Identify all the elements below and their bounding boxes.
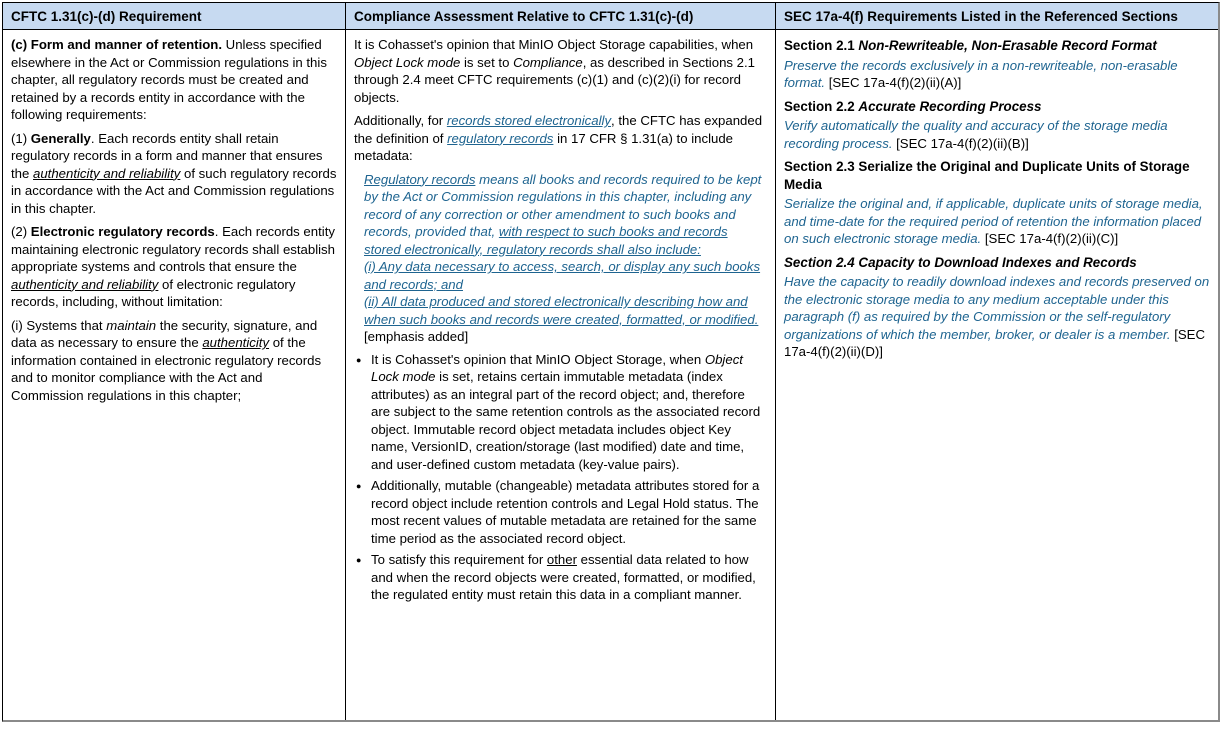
bullet-item xyxy=(354,551,767,604)
text-run: (c) Form and manner of retention. xyxy=(11,37,223,52)
text-run: authenticity xyxy=(202,335,270,350)
paragraph xyxy=(784,117,1210,152)
blockquote xyxy=(364,171,767,346)
text-run: Additionally, mutable (changeable) metadata attributes stored for a record object include retention controls and Legal Hold status. The most recent values of mutable metadata are retained for the same time period as the associated record object. xyxy=(371,478,760,546)
text-run: [emphasis added] xyxy=(364,329,469,344)
text-run: records stored electronically xyxy=(446,113,612,128)
text-run: . Each records entity shall retain regulatory records in a form and manner that ensures the xyxy=(11,130,323,181)
text-run: other xyxy=(546,552,577,567)
paragraph xyxy=(11,130,337,218)
text-run: It is Cohasset's opinion that MinIO Object Storage, when xyxy=(371,351,705,367)
text-run: (i) Any data necessary to access, search, or display any such books and records; and xyxy=(364,259,761,292)
paragraph xyxy=(354,112,767,165)
text-run: in 17 CFR § 1.31(a) to include metadata: xyxy=(354,130,733,163)
text-run: , the CFTC has expanded the definition of xyxy=(354,113,763,146)
bullet-item xyxy=(354,351,767,474)
text-run: of such regulatory records in accordance with the Act and Commission regulations in this chapter. xyxy=(11,165,337,216)
text-run: of electronic regulatory records, including, without limitation: xyxy=(11,276,296,309)
paragraph xyxy=(11,317,337,405)
text-run: It is Cohasset's opinion that MinIO Object Storage capabilities, when xyxy=(354,37,754,52)
bullet-item xyxy=(354,477,767,547)
text-run: Object Lock mode xyxy=(371,351,743,384)
text-run: Section 2.4 Capacity to Download Indexes and Records xyxy=(784,254,1137,270)
section-heading xyxy=(784,158,1210,193)
compliance-table xyxy=(2,2,1220,722)
text-run: Preserve the records exclusively in a non-rewriteable, non-erasable format. xyxy=(784,57,1178,90)
text-run: , as described in Sections 2.1 through 2.4 meet CFTC requirements (c)(1) and (c)(2)(i) for record objects. xyxy=(354,54,755,105)
text-run: (1) xyxy=(11,130,31,146)
header-cftc-requirement: CFTC 1.31(c)-(d) Requirement xyxy=(3,3,346,30)
text-run: Object Lock mode xyxy=(354,54,461,70)
text-run: Section 2.3 Serialize the Original and Duplicate Units of Storage Media xyxy=(784,159,1190,192)
text-run: Unless specified elsewhere in the Act or Commission regulations in this chapter, all regulatory records must be created and retained by a records entity in accordance with the following requirements: xyxy=(11,37,327,122)
text-run: is set to xyxy=(460,54,514,70)
text-run: Additionally, for xyxy=(354,113,447,128)
sec-requirements-cell xyxy=(776,30,1218,720)
compliance-assessment-cell xyxy=(346,30,776,720)
text-run: means all books and records required to be kept by the Act or Commission regulations in this chapter, including any record of any correction or other amendment to such books and records, provided that, xyxy=(364,171,762,239)
header-sec-requirements: SEC 17a-4(f) Requirements Listed in the Referenced Sections xyxy=(776,3,1218,30)
text-run: Compliance xyxy=(513,54,583,70)
text-run: Non-Rewriteable, Non-Erasable Record Format xyxy=(858,38,1157,53)
header-compliance-assessment: Compliance Assessment Relative to CFTC 1.31(c)-(d) xyxy=(346,3,776,30)
text-run: Section 2.1 xyxy=(784,38,859,53)
text-run: [SEC 17a-4(f)(2)(ii)(A)] xyxy=(825,75,962,90)
text-run: [SEC 17a-4(f)(2)(ii)(D)] xyxy=(784,326,1205,359)
text-run: (ii) All data produced and stored electronically describing how and when such books and records were created, formatted, or modified. xyxy=(364,294,759,327)
text-run: maintain xyxy=(106,317,157,333)
text-run: To satisfy this requirement for xyxy=(371,552,547,567)
bullet-icon: ● xyxy=(356,555,362,565)
bullet-icon: ● xyxy=(356,481,362,491)
bullet-icon: ● xyxy=(356,354,362,365)
section-heading xyxy=(784,37,1210,55)
text-run: regulatory records xyxy=(447,130,554,146)
text-run: (2) xyxy=(11,224,31,239)
paragraph xyxy=(784,195,1210,248)
text-run: essential data related to how and when the record objects were created, formatted, or modified, the regulated entity must retain this data in a compliant manner. xyxy=(371,552,756,602)
text-run: Accurate Recording Process xyxy=(858,98,1042,114)
text-run: Regulatory records xyxy=(364,171,476,187)
cftc-requirement-cell xyxy=(3,30,346,720)
text-run: Electronic regulatory records xyxy=(30,224,215,239)
paragraph xyxy=(354,36,767,106)
section-heading xyxy=(784,98,1210,116)
text-run: authenticity and reliability xyxy=(33,165,181,181)
paragraph xyxy=(11,36,337,124)
text-run: with respect to such books and records stored electronically, regulatory records shall also include: xyxy=(364,224,728,257)
text-run: Generally xyxy=(30,130,91,146)
text-run: authenticity and reliability xyxy=(11,276,159,292)
text-run: Verify automatically the quality and accuracy of the storage media recording process. xyxy=(784,118,1168,151)
paragraph xyxy=(11,223,337,311)
text-run: [SEC 17a-4(f)(2)(ii)(B)] xyxy=(892,135,1029,151)
text-run: Have the capacity to readily download indexes and records preserved on the electronic storage media to any medium acceptable under this paragraph (f) as required by the Commission or the self-regulatory organizations of which the member, broker, or dealer is a member. xyxy=(784,274,1210,342)
text-run: is set, retains certain immutable metadata (index attributes) as an integral part of the record object; and, therefore are subject to the same retention controls as the associated record object. Immutable record object metadata includes object Key name, VersionID, creation/storage (last modified) date and time, and user-defined custom metadata (key-value pairs). xyxy=(371,369,761,472)
text-run: Serialize the original and, if applicable, duplicate units of storage media, and time-date for the required period of retention the information placed on such electronic storage media. xyxy=(784,196,1203,246)
text-run: of the information contained in electronic regulatory records and to monitor compliance with the Act and Commission regulations in this chapter; xyxy=(11,335,322,403)
text-run: . Each records entity maintaining electronic regulatory records shall establish appropriate systems and controls that ensure the xyxy=(11,224,335,274)
text-run: Section 2.2 xyxy=(784,98,859,114)
section-heading xyxy=(784,254,1210,272)
paragraph xyxy=(784,273,1210,361)
text-run: (i) Systems that xyxy=(11,317,107,333)
paragraph xyxy=(784,57,1210,92)
text-run: [SEC 17a-4(f)(2)(ii)(C)] xyxy=(981,231,1119,246)
text-run: the security, signature, and data as necessary to ensure the xyxy=(11,317,318,350)
